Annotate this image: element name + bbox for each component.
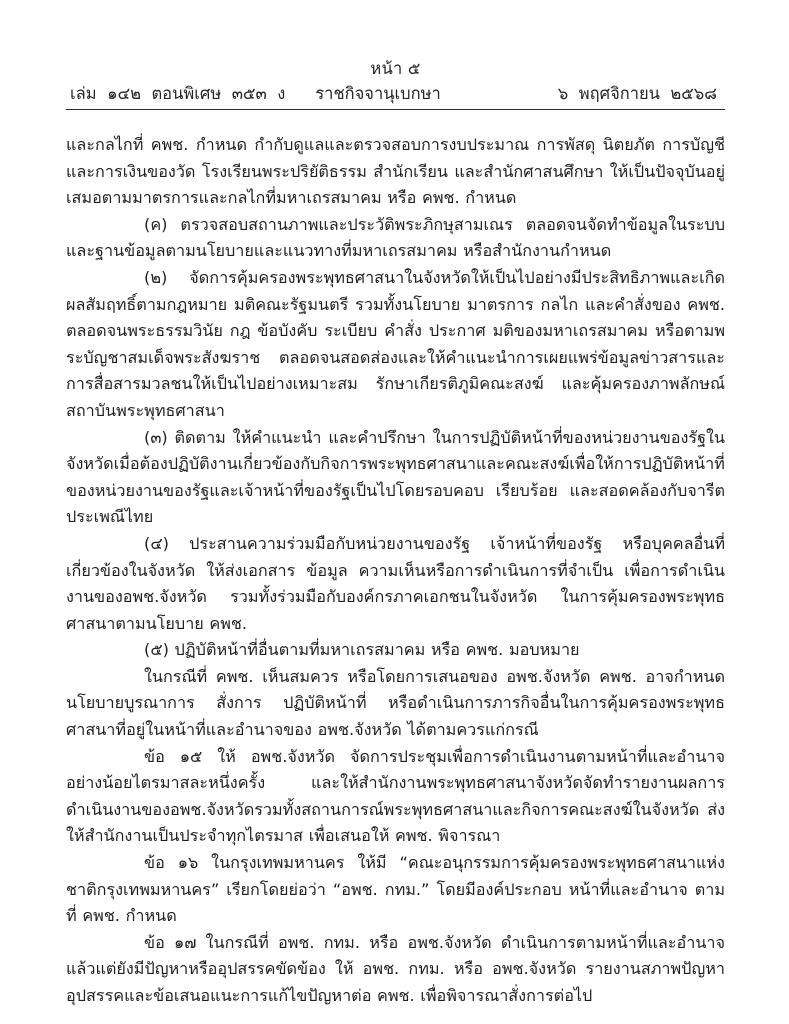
volume-issue-label: เล่ม ๑๔๒ ตอนพิเศษ ๓๕๓ ง — [70, 84, 286, 103]
gazette-header-line — [66, 82, 725, 106]
paragraph: (๕) ปฏิบัติหน้าที่อื่นตามที่มหาเถรสมาคม หรือ คพช. มอบหมาย — [144, 640, 580, 660]
paragraph: ข้อ ๑๖ ในกรุงเทพมหานคร ให้มี “คณะอนุกรรมการคุ้มครองพระพุทธศาสนาแห่งชาติกรุงเทพมหานคร” เรียกโดยย่อว่า “อพช. กทม.” โดยมีองค์ประกอบ หน้าที่และอำนาจ ตามที่ คพช. กำหนด — [66, 853, 725, 926]
page-number: หน้า ๕ — [370, 59, 421, 78]
masthead — [66, 58, 725, 110]
paragraph: (๔) ประสานความร่วมมือกับหน่วยงานของรัฐ เจ้าหน้าที่ของรัฐ หรือบุคคลอื่นที่เกี่ยวข้องในจังหวัด ให้ส่งเอกสาร ข้อมูล ความเห็นหรือการดำเนินการที่จำเป็น เพื่อการดำเนินงานของอพช.จังหวัด รวมทั้งร่วมมือกับองค์กรภาคเอกชนในจังหวัด ในการคุ้มครองพระพุทธศาสนาตามนโยบาย คพช. — [66, 533, 725, 633]
paragraph: และกลไกที่ คพช. กำหนด กำกับดูแลและตรวจสอบการงบประมาณ การพัสดุ นิตยภัต การบัญชีและการเงินของวัด โรงเรียนพระปริยัติธรรม สำนักเรียน และสำนักศาสนศึกษา ให้เป็นปัจจุบันอยู่เสมอตามมาตรการและกลไกที่มหาเถรสมาคม หรือ คพช. กำหนด — [66, 135, 725, 208]
paragraph: ในกรณีที่ คพช. เห็นสมควร หรือโดยการเสนอของ อพช.จังหวัด คพช. อาจกำหนดนโยบายบูรณาการ สั่งการ ปฏิบัติหน้าที่ หรือดำเนินการภารกิจอื่นในการคุ้มครองพระพุทธศาสนาที่อยู่ในหน้าที่และอำนาจของ อพช.จังหวัด ได้ตามควรแก่กรณี — [66, 666, 725, 740]
gazette-title: ราชกิจจานุเบกษา — [315, 84, 441, 103]
publication-date: ๖ พฤศจิกายน ๒๕๖๘ — [557, 84, 717, 103]
document-body — [66, 132, 725, 1010]
paragraph: (๒) จัดการคุ้มครองพระพุทธศาสนาในจังหวัดให้เป็นไปอย่างมีประสิทธิภาพและเกิดผลสัมฤทธิ์ตามกฎหมาย มติคณะรัฐมนตรี รวมทั้งนโยบาย มาตรการ กลไก และคำสั่งของ คพช. ตลอดจนพระธรรมวินัย กฎ ข้อบังคับ ระเบียบ คำสั่ง ประกาศ มติของมหาเถรสมาคม หรือตามพระบัญชาสมเด็จพระสังฆราช ตลอดจนสอดส่องและให้คำแนะนำการเผยแพร่ข้อมูลข่าวสารและการสื่อสารมวลชนให้เป็นไปอย่างเหมาะสม รักษาเกียรติภูมิคณะสงฆ์ และคุ้มครองภาพลักษณ์สถาบันพระพุทธศาสนา — [66, 267, 725, 420]
paragraph: ข้อ ๑๕ ให้ อพช.จังหวัด จัดการประชุมเพื่อการดำเนินงานตามหน้าที่และอำนาจ อย่างน้อยไตรมาสละหนึ่งครั้ง และให้สำนักงานพระพุทธศาสนาจังหวัดจัดทำรายงานผลการดำเนินงานของอพช.จังหวัดรวมทั้งสถานการณ์พระพุทธศาสนาและกิจการคณะสงฆ์ในจังหวัด ส่งให้สำนักงานเป็นประจำทุกไตรมาส เพื่อเสนอให้ คพช. พิจารณา — [66, 746, 725, 846]
paragraph: (๓) ติดตาม ให้คำแนะนำ และคำปรึกษา ในการปฏิบัติหน้าที่ของหน่วยงานของรัฐในจังหวัดเมื่อต้องปฏิบัติงานเกี่ยวข้องกับกิจการพระพุทธศาสนาและคณะสงฆ์เพื่อให้การปฏิบัติหน้าที่ของหน่วยงานของรัฐและเจ้าหน้าที่ของรัฐเป็นไปโดยรอบคอบ เรียบร้อย และสอดคล้องกับจารีตประเพณีไทย — [66, 427, 725, 527]
paragraph: ข้อ ๑๗ ในกรณีที่ อพช. กทม. หรือ อพช.จังหวัด ดำเนินการตามหน้าที่และอำนาจแล้วแต่ยังมีปัญหาหรืออุปสรรคขัดข้อง ให้ อพช. กทม. หรือ อพช.จังหวัด รายงานสภาพปัญหาอุปสรรคและข้อเสนอแนะการแก้ไขปัญหาต่อ คพช. เพื่อพิจารณาสั่งการต่อไป — [66, 932, 725, 1005]
paragraph: (ค) ตรวจสอบสถานภาพและประวัติพระภิกษุสามเณร ตลอดจนจัดทำข้อมูลในระบบและฐานข้อมูลตามนโยบายและแนวทางที่มหาเถรสมาคม หรือสำนักงานกำหนด — [66, 214, 725, 261]
masthead-divider — [66, 109, 725, 110]
